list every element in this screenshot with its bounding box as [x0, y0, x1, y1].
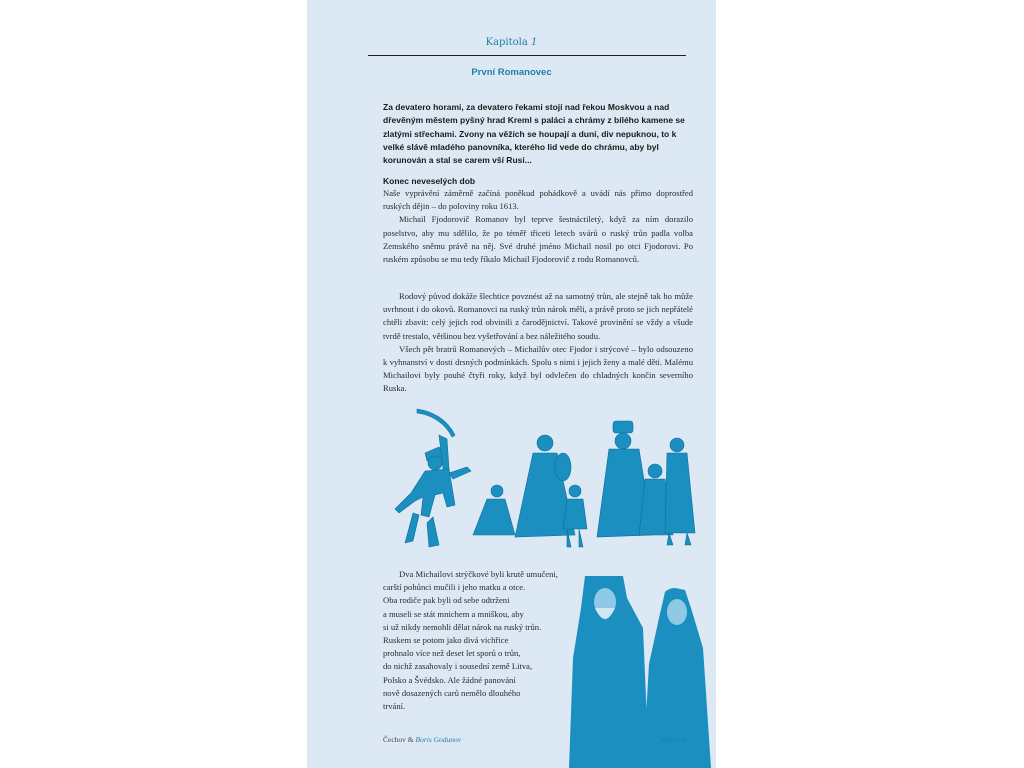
soldier-figure [395, 435, 471, 547]
monk-and-nun-illustration [565, 568, 715, 768]
book-page [307, 0, 716, 768]
boy-figure [665, 438, 695, 545]
exile-procession-illustration [377, 405, 697, 555]
side-line: nově dosazených carů nemělo dlouhého [383, 687, 521, 698]
side-line: do nichž zasahovaly i sousední země Litva, [383, 661, 533, 672]
side-line: a museli se stát mnichem a mniškou, aby [383, 608, 524, 619]
side-line: Polsko a Švédsko. Ale žádné panování [383, 674, 516, 685]
chapter-heading: Kapitola 1 [485, 37, 538, 48]
side-line: si už nikdy nemohli dělat nárok na ruský trůn. [383, 621, 542, 632]
footer-book-info: Čechov & Boris Godunov [383, 735, 462, 744]
side-text [383, 568, 583, 713]
side-line: Dva Michailovi strýčkové byli krutě umučeni, [399, 569, 558, 579]
section-subheading: Konec neveselých dob [383, 176, 476, 186]
footer-page-number: strana 11 [661, 735, 688, 744]
body-text-1 [383, 187, 693, 266]
lead-paragraph: Za devatero horami, za devatero řekami stojí nad řekou Moskvou a nad dřevěným městem pyšný hrad Kreml s paláci a chrámy z bílého kamene se zlatými střechami. Zvony na věžích se houpají a duní, div nepuknou, to k velké slávě mladého panovníka, kterého lid vede do chrámu, aby byl korunován a stal se carem vší Rusi... [383, 102, 685, 166]
heading-rule [368, 55, 686, 56]
side-line: carští pohůnci mučili i jeho matku a otce. [383, 582, 526, 593]
side-line: Ruskem se potom jako divá vichřice [383, 635, 509, 646]
paragraph: Michail Fjodorovič Romanov byl teprve šestnáctiletý, když za ním dorazilo poselstvo, aby mu sdělilo, že po téměř třiceti letech svárů o ruský trůn padla volba Zemského sněmu právě na něj. Své druhé jméno Michail nosil po otci Fjodorovi. Po ruském způsobu se mu tedy říkalo Michail Fjodorovič z rodu Romanovců. [383, 214, 693, 265]
side-line: prohnalo více než deset let sporů o trůn, [383, 648, 521, 659]
paragraph: Rodový původ dokáže šlechtice povznést až na samotný trůn, ale stejně tak ho může uvrhnout i do okovů. Romanovci na ruský trůn nárok měli, a právě proto se jich nepřátelé chtěli zbavit: celý jejich rod obvinili z čarodějnictví. Takové provinění se vždy a všude tvrdě trestalo, většinou bez vyšetřování a bez náležitého soudu. [383, 291, 693, 341]
page-title: První Romanovec [471, 67, 552, 78]
small-child-figure [563, 485, 587, 547]
body-text-2 [383, 290, 693, 396]
side-line: trvání. [383, 701, 406, 712]
child-figure [473, 485, 515, 535]
sabre-shape [417, 409, 455, 437]
monk-figure [569, 576, 649, 768]
paragraph: Naše vyprávění záměrně začíná poněkud pohádkově a uvádí nás přímo doprostřed ruských dějin – do poloviny roku 1613. [383, 188, 693, 212]
paragraph: Všech pět bratrů Romanových – Michailův otec Fjodor i strýcové – bylo odsouzeno k vyhnanství v dosti drsných podmínkách. Spolu s nimi i jejich ženy a malé děti. Malému Michailovi byly pouhé čtyři roky, když byl odvlečen do chladných končin severního Ruska. [383, 343, 693, 394]
side-line: Oba rodiče pak byli od sebe odtrženi [383, 595, 510, 606]
